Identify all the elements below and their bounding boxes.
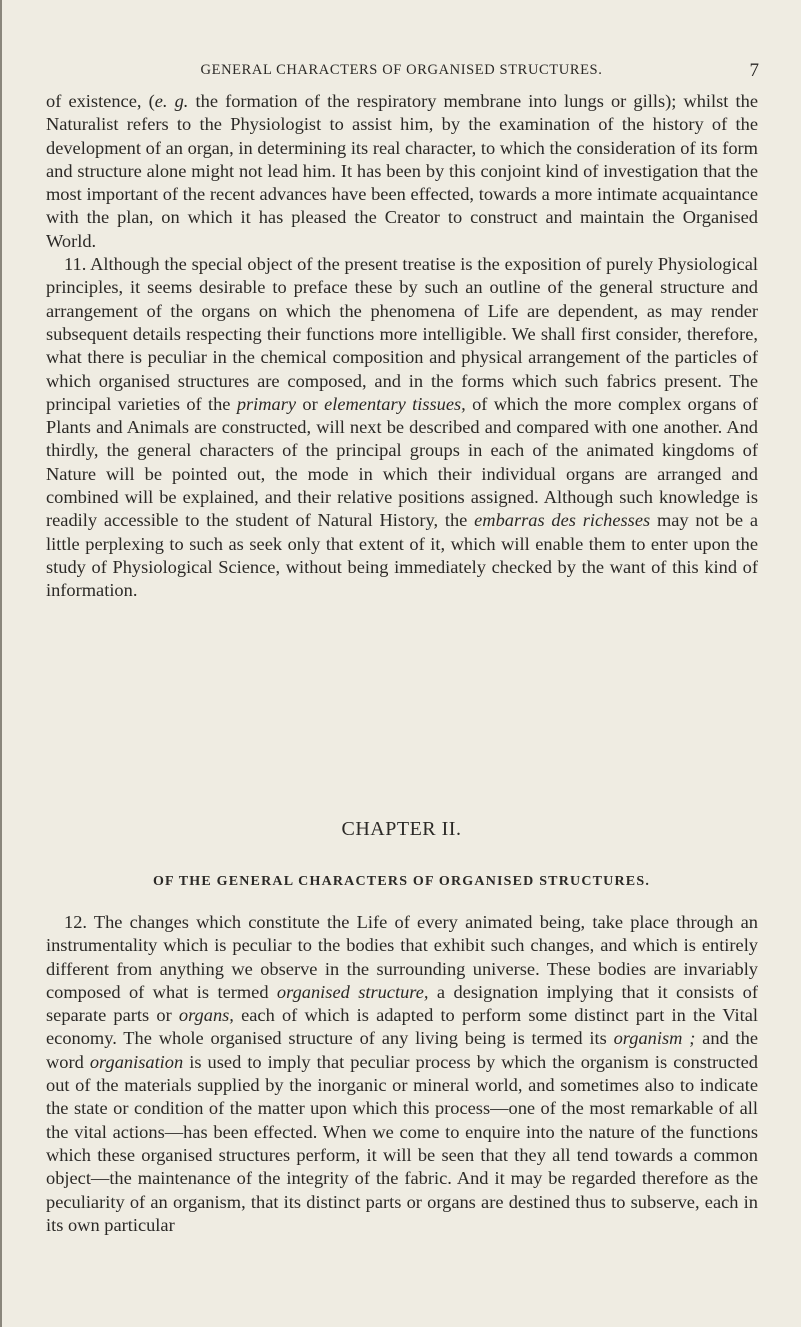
paragraph-12: [46, 911, 758, 1237]
text-run: may not be a little perplexing to such as seek only that extent of it, which will enable them to enter upon the study of Physiological Science, without being immediately checked by the want of this kind of information.: [46, 510, 759, 601]
text-run: 11. Although the special object of the present treatise is the exposition of purely Physiological principles, it seems desirable to preface these by such an outline of the general structure and arrangement of the organs on which the phenomena of Life are dependent, as may render subsequent details respecting their functions more intelligible. We shall first consider, therefore, what there is peculiar in the chemical composition and physical arrangement of the particles of which organised structures are composed, and in the forms which such fabrics present. The principal varieties of the: [46, 254, 758, 414]
running-title: GENERAL CHARACTERS OF ORGANISED STRUCTURES.: [200, 62, 603, 78]
page-number: 7: [749, 60, 759, 81]
text-run: and the word: [46, 1028, 759, 1072]
text-run: the formation of the respiratory membrane into lungs or gills); whilst the Naturalist refers to the Physiologist to assist him, by the examination of the history of the development of an organ, in determining its real character, to which the consideration of its form and structure alone might not lead him. It has been by this conjoint kind of investigation that the most important of the recent advances have been effected, towards a more intimate acquaintance with the plan, on which it has pleased the Creator to construct and maintain the Organised World.: [46, 91, 758, 251]
text-run: each of which is adapted to perform some distinct part in the Vital economy. The whole organised structure of any living being is termed its: [46, 1005, 758, 1049]
text-block-1: [46, 90, 758, 603]
italic-text: elementary tissues,: [324, 393, 466, 414]
chapter-subtitle: OF THE GENERAL CHARACTERS OF ORGANISED STRUCTURES.: [152, 874, 651, 889]
paragraph-continuation: [46, 90, 758, 253]
paragraph-11: [46, 253, 758, 602]
text-run: 12. The changes which constitute the Life of every animated being, take place through an instrumentality which is peculiar to the bodies that exhibit such changes, and which is entirely different from anything we observe in the surrounding universe. These bodies are invariably composed of what is termed: [46, 912, 758, 1002]
italic-text: organs,: [178, 1005, 234, 1026]
italic-text: e. g.: [154, 91, 189, 111]
text-run: is used to imply that peculiar process by which the organism is constructed out of the materials supplied by the inorganic or mineral world, and sometimes also to indicate the state or condition of the matter upon which this process—one of the most remarkable of all the vital actions—has been effected. When we come to enquire into the nature of the functions which these organised structures perform, it will be seen that they all tend towards a common object—the maintenance of the integrity of the fabric. And it may be regarded therefore as the peculiarity of an organism, that its distinct parts or organs are destined thus to subserve, each in its own particular: [46, 1051, 758, 1235]
chapter-heading: CHAPTER II.: [341, 818, 462, 840]
text-run: or: [296, 393, 325, 414]
italic-text: primary: [236, 393, 297, 414]
italic-text: embarras des richesses: [474, 510, 651, 531]
italic-text: organised structure,: [276, 981, 429, 1002]
italic-text: organism ;: [613, 1028, 696, 1049]
text-run: of which the more complex organs of Plants and Animals are constructed, will next be described and compared with one another. And thirdly, the general characters of the principal groups in each of the animated kingdoms of Nature will be pointed out, the mode in which their individual organs are arranged and combined will be explained, and their relative positions assigned. Although such knowledge is readily accessible to the student of Natural History, the: [46, 393, 758, 531]
italic-text: organisation: [89, 1051, 184, 1072]
text-run: of existence, (: [46, 91, 155, 111]
text-run: a designation implying that it consists of separate parts or: [46, 981, 758, 1026]
text-block-2: [46, 911, 758, 1237]
running-head: [2, 62, 801, 84]
